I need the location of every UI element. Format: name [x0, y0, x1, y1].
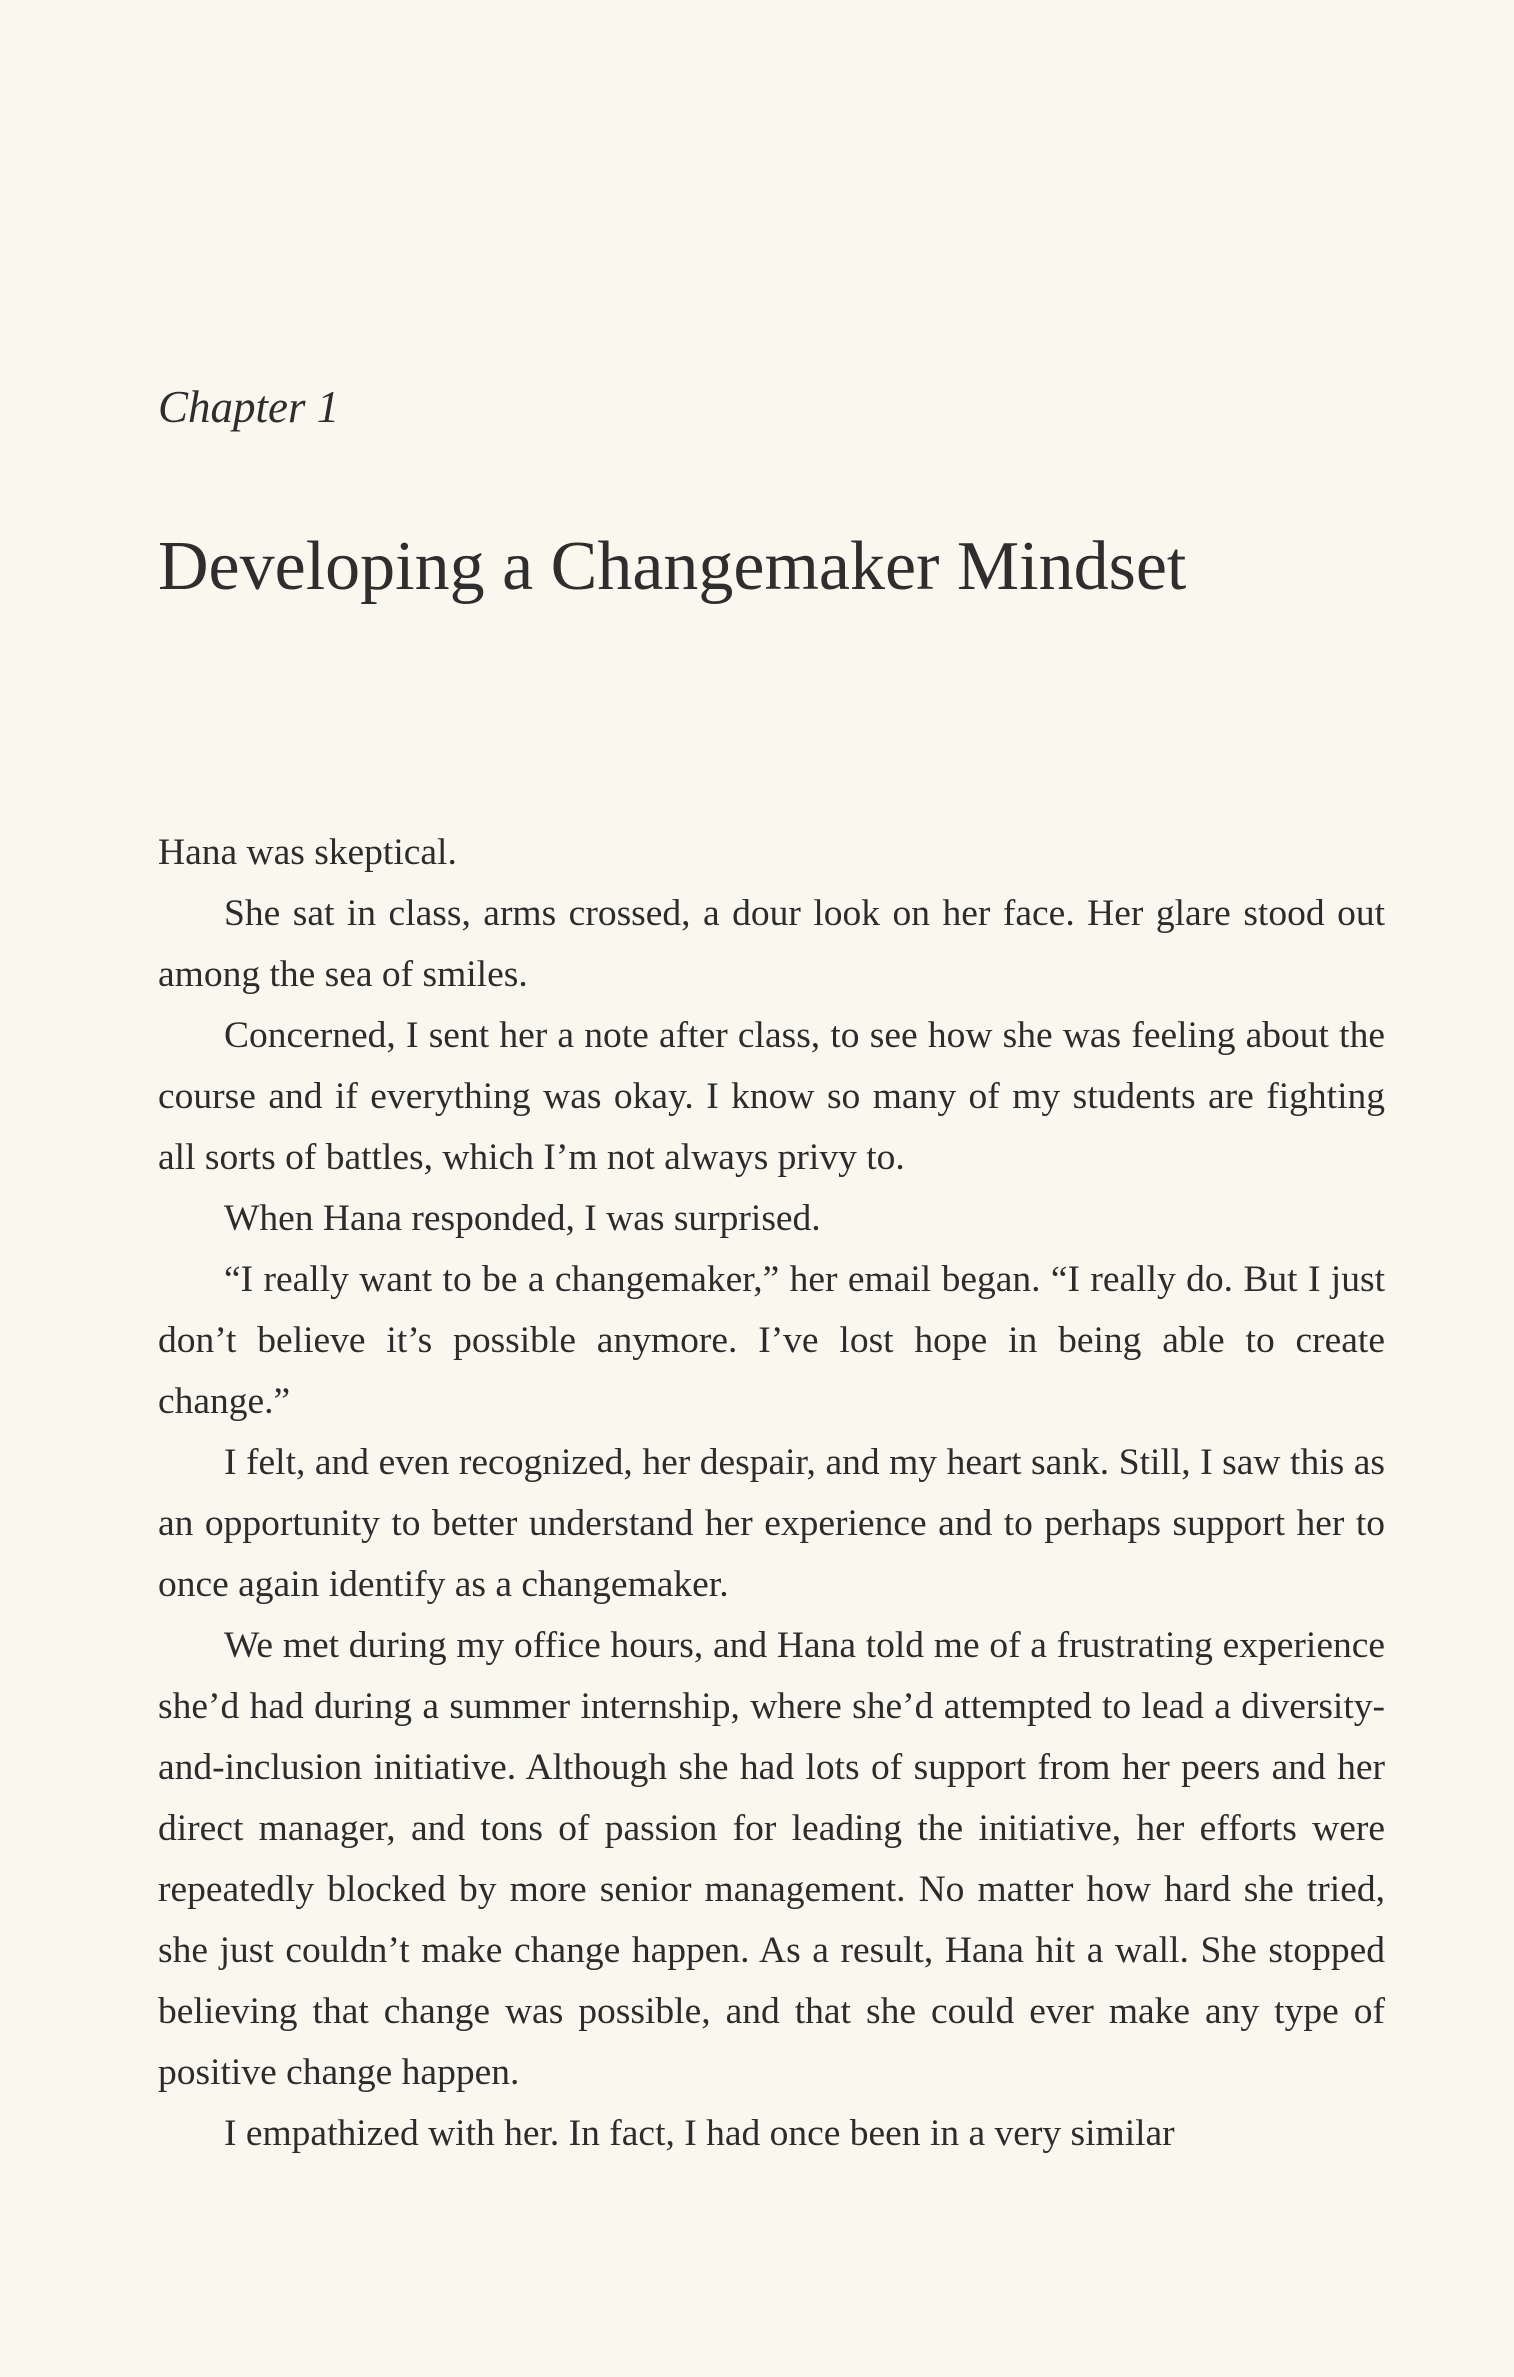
paragraph: We met during my office hours, and Hana told me of a frustrating experience she’d had during a summer internship, where she’d attempted to lead a diversity-and-inclusion initiative. Although she had lots of support from her peers and her direct manager, and tons of passion for leading the initiative, her efforts were repeatedly blocked by more senior management. No matter how hard she tried, she just couldn’t make change happen. As a result, Hana hit a wall. She stopped believing that change was possible, and that she could ever make any type of positive change happen.	[158, 1625, 1385, 2093]
paragraph: “I really want to be a changemaker,” her email began. “I really do. But I just don’t believe it’s possible anymore. I’ve lost hope in being able to create change.”	[158, 1259, 1385, 1422]
chapter-label: Chapter 1	[158, 382, 340, 432]
body-text	[158, 822, 1385, 2164]
paragraph: I empathized with her. In fact, I had once been in a very similar	[224, 2113, 1175, 2154]
chapter-title: Developing a Changemaker Mindset	[158, 528, 1187, 605]
paragraph: Concerned, I sent her a note after class, to see how she was feeling about the course and if everything was okay. I know so many of my students are fighting all sorts of battles, which I’m not always privy to.	[158, 1015, 1385, 1178]
paragraph: When Hana responded, I was surprised.	[224, 1198, 821, 1239]
paragraph: I felt, and even recognized, her despair, and my heart sank. Still, I saw this as an opportunity to better understand her experience and to perhaps support her to once again identify as a changemaker.	[158, 1442, 1385, 1605]
paragraph: Hana was skeptical.	[158, 832, 457, 873]
paragraph: She sat in class, arms crossed, a dour look on her face. Her glare stood out among the sea of smiles.	[158, 893, 1385, 995]
